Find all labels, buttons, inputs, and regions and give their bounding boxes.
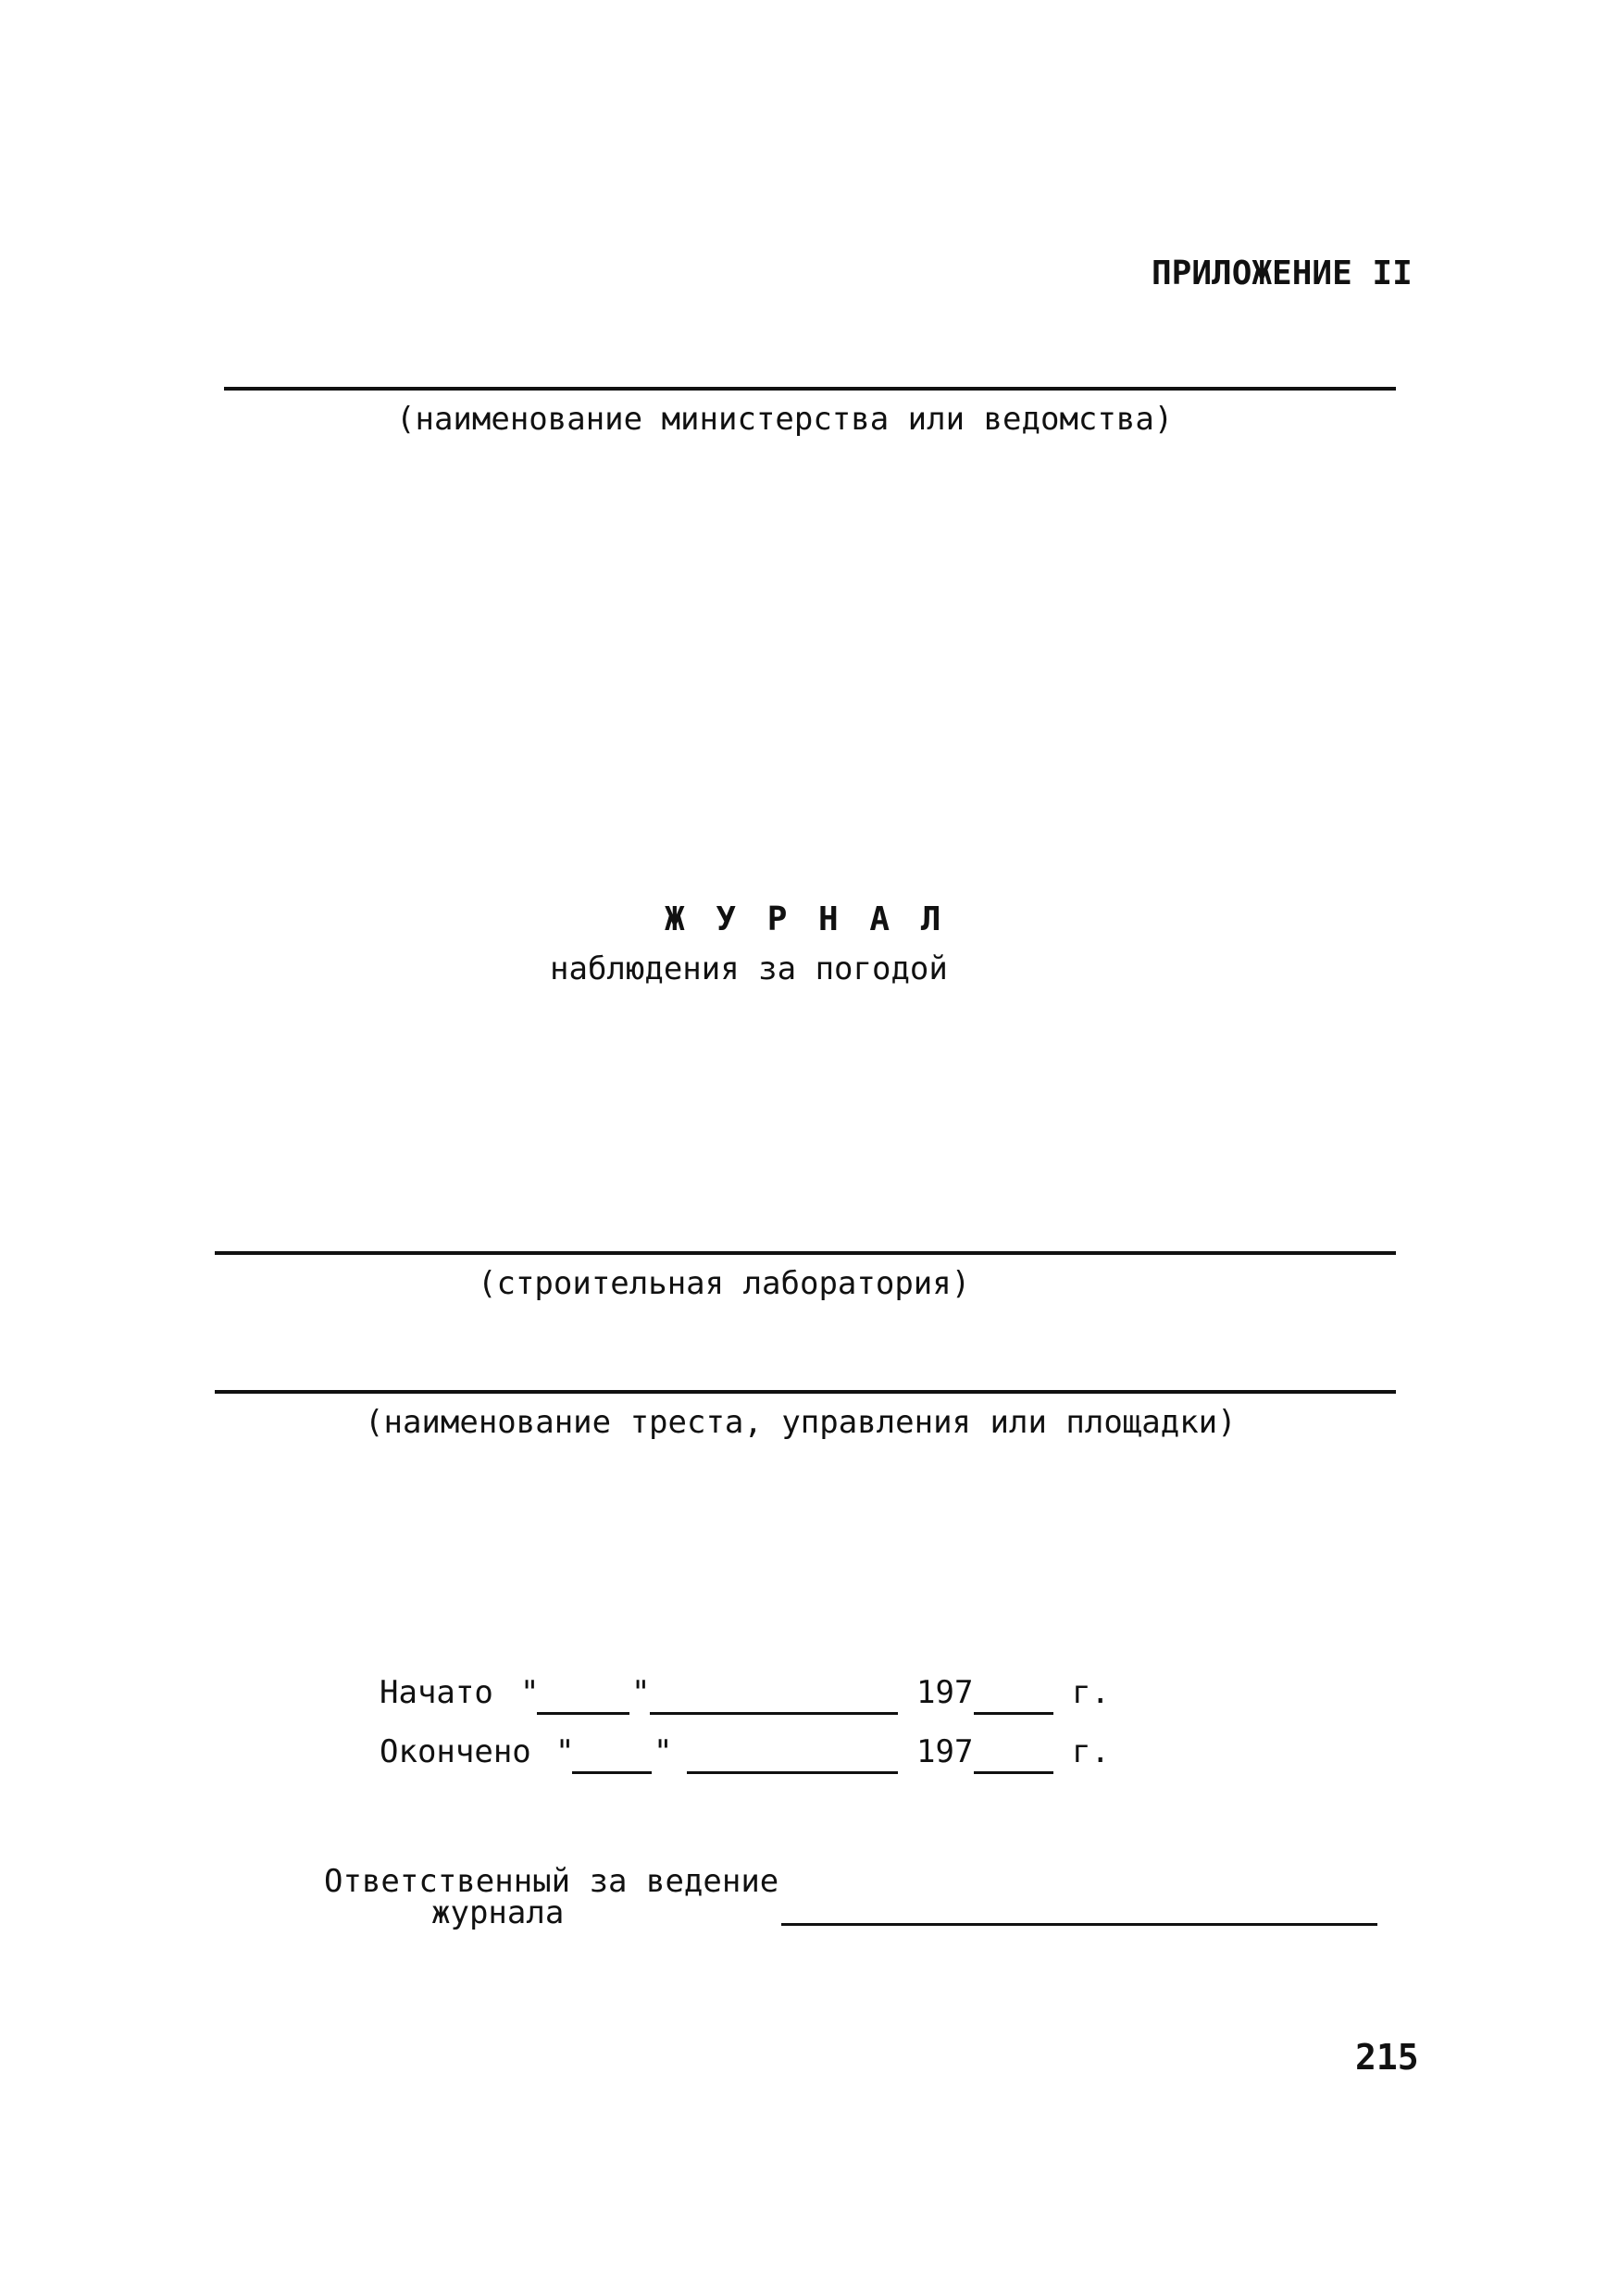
ended-year-suffix: г. — [1072, 1733, 1110, 1770]
journal-title: Ж У Р Н А Л — [665, 900, 947, 938]
trust-caption: (наименование треста, управления или площадки) — [365, 1404, 1237, 1441]
journal-subtitle: наблюдения за погодой — [550, 950, 948, 987]
ministry-name-line — [224, 387, 1396, 391]
ended-open-quote: " — [555, 1733, 575, 1770]
page-number: 215 — [1355, 2037, 1419, 2078]
appendix-label: ПРИЛОЖЕНИЕ II — [1152, 254, 1413, 292]
ministry-caption: (наименование министерства или ведомства) — [396, 401, 1174, 438]
started-open-quote: " — [520, 1674, 540, 1711]
trust-name-line — [215, 1390, 1396, 1394]
started-day-blank — [537, 1712, 629, 1715]
ended-month-blank — [687, 1771, 898, 1774]
laboratory-name-line — [215, 1251, 1396, 1255]
started-year-suffix: г. — [1072, 1674, 1110, 1711]
ended-label: Окончено — [380, 1733, 531, 1770]
responsible-label-line2: журнала — [431, 1894, 565, 1931]
ended-year-prefix: 197 — [916, 1733, 974, 1770]
ended-year-blank — [974, 1771, 1053, 1774]
started-year-blank — [974, 1712, 1053, 1715]
started-month-blank — [650, 1712, 898, 1715]
ended-close-quote: " — [654, 1733, 673, 1770]
ended-day-blank — [572, 1771, 652, 1774]
laboratory-caption: (строительная лаборатория) — [478, 1265, 971, 1302]
started-label: Начато — [380, 1674, 493, 1711]
responsible-signature-blank — [781, 1923, 1377, 1926]
started-close-quote: " — [631, 1674, 651, 1711]
started-year-prefix: 197 — [916, 1674, 974, 1711]
responsible-label-line1: Ответственный за ведение — [324, 1863, 779, 1900]
